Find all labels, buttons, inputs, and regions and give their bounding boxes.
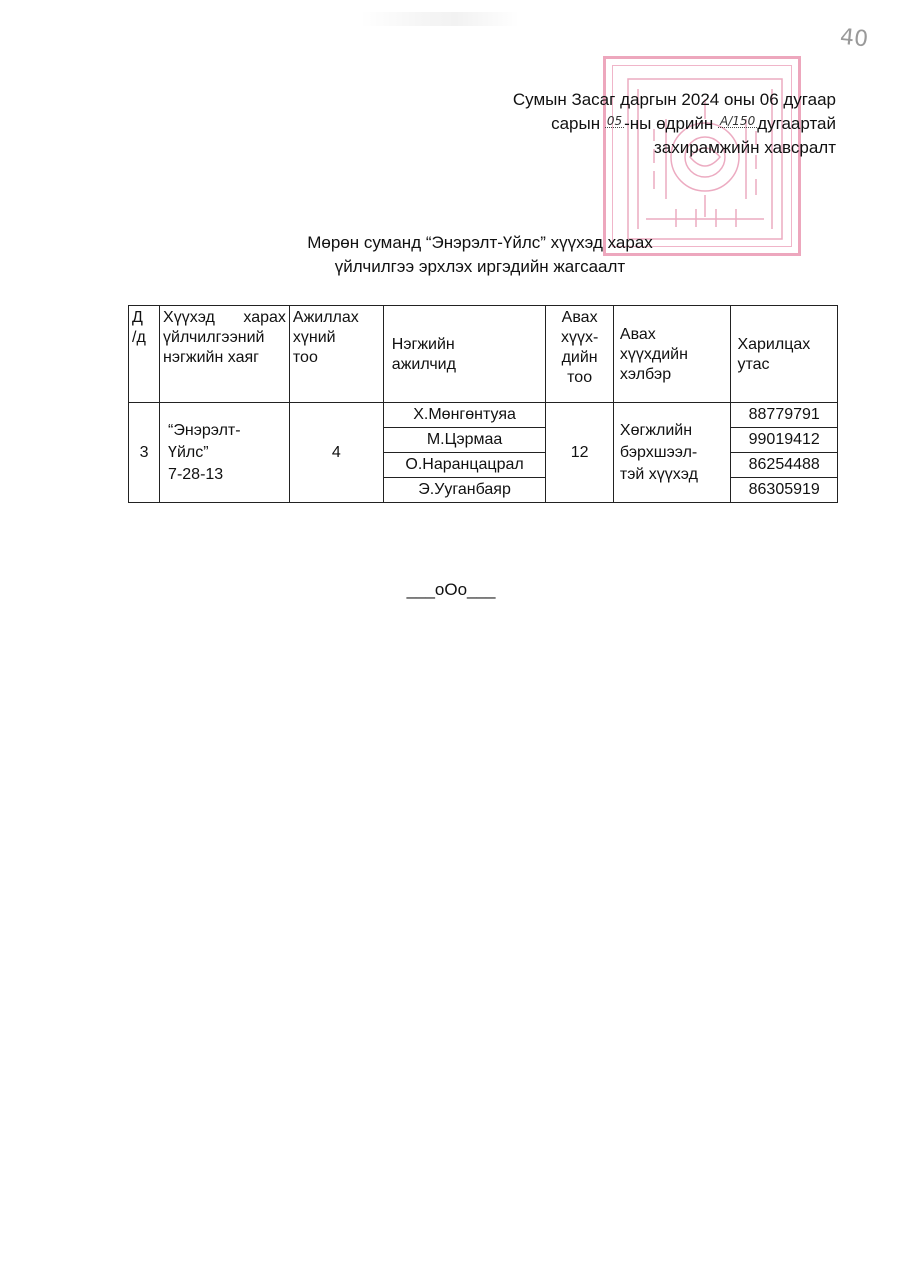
unit-address: “Энэрэлт- Үйлс” 7-28-13 — [160, 403, 290, 503]
scan-smudge — [360, 12, 520, 26]
staff-name: Э.Ууганбаяр — [383, 478, 546, 503]
end-mark: ___оОо___ — [406, 580, 496, 599]
phone-number: 99019412 — [731, 428, 838, 453]
header-worker-count: Ажиллах хүний тоо — [289, 306, 383, 403]
page-number: 40 — [838, 24, 870, 53]
phone-number: 88779791 — [731, 403, 838, 428]
staff-name: М.Цэрмаа — [383, 428, 546, 453]
table-row — [129, 403, 838, 428]
handwritten-order-number: А/150 — [720, 114, 756, 128]
kids-count: 12 — [546, 403, 614, 503]
header-phone: Харилцах утас — [731, 306, 838, 403]
staff-name: Х.Мөнгөнтуяа — [383, 403, 546, 428]
header-line-2 — [513, 112, 836, 136]
phone-number: 86305919 — [731, 478, 838, 503]
row-number: 3 — [129, 403, 160, 503]
header-line-3: захирамжийн хавсралт — [653, 138, 836, 157]
header-kids-count: Авах хүүх- дийн тоо — [546, 306, 614, 403]
title-line-1: Мөрөн суманд “Энэрэлт-Үйлс” хүүхэд харах — [307, 233, 653, 252]
header-address: Хүүхэд харах үйлчилгээний нэгжийн хаяг — [160, 306, 290, 403]
caregiver-table — [128, 305, 838, 503]
staff-name: О.Наранцацрал — [383, 453, 546, 478]
header-line-1: Сумын Засаг даргын 2024 оны 06 дугаар — [512, 90, 836, 109]
header-day-label: -ны өдрийн — [624, 114, 714, 133]
phone-number: 86254488 — [731, 453, 838, 478]
header-no: Д /д — [129, 306, 160, 403]
header-number-label: дугаартай — [757, 114, 836, 133]
header-month-label: сарын — [551, 114, 601, 133]
table-header-row — [129, 306, 838, 403]
attachment-header — [513, 88, 836, 160]
title-line-2: үйлчилгээ эрхлэх иргэдийн жагсаалт — [334, 257, 626, 276]
header-kids-type: Авах хүүхдийн хэлбэр — [613, 306, 731, 403]
header-staff: Нэгжийн ажилчид — [383, 306, 546, 403]
worker-count: 4 — [289, 403, 383, 503]
kids-type: Хөгжлийн бэрхшээл- тэй хүүхэд — [613, 403, 731, 503]
document-title — [200, 231, 760, 279]
handwritten-day: 05 — [606, 114, 623, 128]
